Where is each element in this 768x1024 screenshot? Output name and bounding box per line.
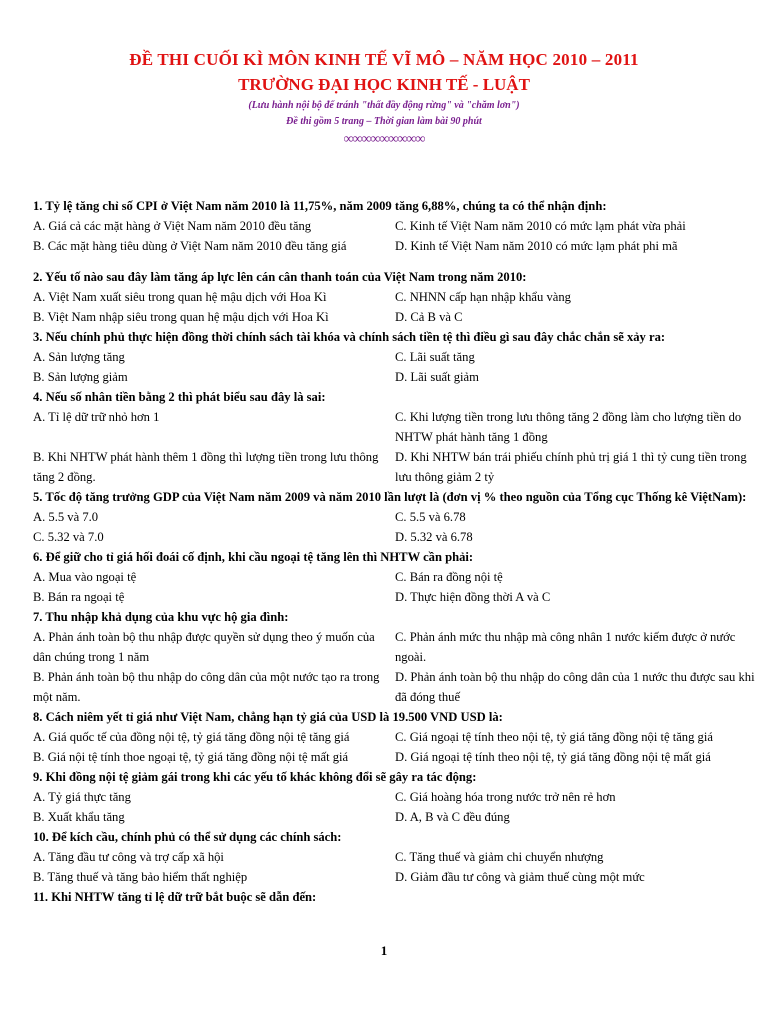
question-text: 7. Thu nhập khả dụng của khu vực hộ gia đình: xyxy=(33,610,289,624)
answer-row xyxy=(33,407,755,447)
question-text: 11. Khi NHTW tăng tỉ lệ dữ trữ bắt buộc sẽ dẫn đến: xyxy=(33,890,317,904)
answer-option: C. 5.5 và 6.78 xyxy=(395,510,466,524)
answer-option: A. Sản lượng tăng xyxy=(33,350,125,364)
answer-option: A. Giá cả các mặt hàng ở Việt Nam năm 2010 đều tăng xyxy=(33,219,312,233)
circulation-note: (Lưu hành nội bộ để tránh "thất đầy động rừng" và "chăm lơn") xyxy=(248,100,520,111)
question-text: 4. Nếu số nhân tiền bằng 2 thì phát biểu sau đây là sai: xyxy=(33,390,326,404)
answer-option: C. Giá ngoại tệ tính theo nội tệ, tỷ giá tăng đồng nội tệ tăng giá xyxy=(395,730,713,744)
answer-option: C. Phản ánh mức thu nhập mà công nhân 1 nước kiếm được ở nước ngoài. xyxy=(395,630,736,664)
answer-option: C. Kinh tế Việt Nam năm 2010 có mức lạm phát vừa phải xyxy=(395,219,686,233)
exam-info-note: Đề thi gồm 5 trang – Thời gian làm bài 90 phút xyxy=(286,116,482,127)
answer-row xyxy=(33,287,755,307)
question-text: 10. Để kích cầu, chính phủ có thể sử dụng các chính sách: xyxy=(33,830,342,844)
answer-option: A. Phản ánh toàn bộ thu nhập được quyền sử dụng theo ý muốn của dân chúng trong 1 năm xyxy=(33,630,375,664)
answer-option: A. Việt Nam xuất siêu trong quan hệ mậu dịch với Hoa Kì xyxy=(33,290,327,304)
ornament-divider: ∞∞∞∞∞∞∞∞∞ xyxy=(343,132,425,147)
answer-option: C. Khi lượng tiền trong lưu thông tăng 2 đồng làm cho lượng tiền do NHTW phát hành tăng 1 đồng xyxy=(395,410,742,444)
answer-row xyxy=(33,367,755,387)
answer-option: B. Xuất khẩu tăng xyxy=(33,810,125,824)
answer-option: C. 5.32 và 7.0 xyxy=(33,530,104,544)
answer-option: B. Phản ánh toàn bộ thu nhập do công dân của một nước tạo ra trong một năm. xyxy=(33,670,380,704)
answer-option: D. 5.32 và 6.78 xyxy=(395,530,473,544)
answer-option: B. Tăng thuế và tăng bảo hiểm thất nghiệp xyxy=(33,870,248,884)
answer-row xyxy=(33,507,755,527)
answer-option: B. Các mặt hàng tiêu dùng ở Việt Nam năm 2010 đều tăng giá xyxy=(33,239,347,253)
question-text: 8. Cách niêm yết tỉ giá như Việt Nam, chẳng hạn tỷ giá của USD là 19.500 VND USD là: xyxy=(33,710,503,724)
question-text: 2. Yếu tố nào sau đây làm tăng áp lực lên cán cân thanh toán của Việt Nam trong năm 2010: xyxy=(33,270,527,284)
answer-option: A. Tăng đầu tư công và trợ cấp xã hội xyxy=(33,850,224,864)
answer-option: C. Bán ra đồng nội tệ xyxy=(395,570,503,584)
answer-option: B. Sản lượng giảm xyxy=(33,370,128,384)
answer-row xyxy=(33,447,755,487)
answer-option: A. Mua vào ngoại tệ xyxy=(33,570,137,584)
answer-row xyxy=(33,567,755,587)
answer-option: A. 5.5 và 7.0 xyxy=(33,510,99,524)
answer-row xyxy=(33,847,755,867)
answer-option: A. Tỉ lệ dữ trữ nhỏ hơn 1 xyxy=(33,410,160,424)
answer-row xyxy=(33,747,755,767)
answer-row xyxy=(33,347,755,367)
question-list xyxy=(33,196,755,907)
answer-row xyxy=(33,236,755,256)
answer-option: C. Lãi suất tăng xyxy=(395,350,475,364)
question-text: 3. Nếu chính phủ thực hiện đồng thời chính sách tài khóa và chính sách tiền tệ thì điều gì sau đây chắc chắn sẽ xảy ra: xyxy=(33,330,666,344)
answer-option: B. Giá nội tệ tính thoe ngoại tệ, tỷ giá tăng đồng nội tệ mất giá xyxy=(33,750,349,764)
answer-option: D. Thực hiện đồng thời A và C xyxy=(395,590,551,604)
answer-row xyxy=(33,307,755,327)
question-text: 5. Tốc độ tăng trưởng GDP của Việt Nam năm 2009 và năm 2010 lần lượt là (đơn vị % theo nguồn của Tổng cục Thống kê ViệtNam): xyxy=(33,490,747,504)
question-text: 9. Khi đồng nội tệ giảm gái trong khi các yếu tố khác không đổi sẽ gây ra tác động: xyxy=(33,770,477,784)
answer-option: A. Giá quốc tế của đồng nội tệ, tỷ giá tăng đồng nội tệ tăng giá xyxy=(33,730,350,744)
answer-option: D. Lãi suất giảm xyxy=(395,370,479,384)
answer-option: D. Cả B và C xyxy=(395,310,463,324)
answer-row xyxy=(33,807,755,827)
question-text: 1. Tỷ lệ tăng chỉ số CPI ở Việt Nam năm 2010 là 11,75%, năm 2009 tăng 6,88%, chúng ta có thể nhận định: xyxy=(33,199,607,213)
answer-option: D. Giảm đầu tư công và giảm thuế cùng một mức xyxy=(395,870,645,884)
answer-row xyxy=(33,216,755,236)
answer-option: D. Kinh tế Việt Nam năm 2010 có mức lạm phát phi mã xyxy=(395,239,678,253)
answer-option: D. Khi NHTW bán trái phiếu chính phủ trị giá 1 thì tỷ cung tiền trong lưu thông giảm 2 tỷ xyxy=(395,450,747,484)
answer-option: C. NHNN cấp hạn nhập khẩu vàng xyxy=(395,290,571,304)
answer-option: D. Giá ngoại tệ tính theo nội tệ, tỷ giá tăng đồng nội tệ mất giá xyxy=(395,750,711,764)
answer-row xyxy=(33,727,755,747)
answer-row xyxy=(33,787,755,807)
answer-option: A. Tỷ giá thực tăng xyxy=(33,790,131,804)
answer-option: B. Khi NHTW phát hành thêm 1 đồng thì lượng tiền trong lưu thông tăng 2 đồng. xyxy=(33,450,379,484)
page-number: 1 xyxy=(380,943,388,958)
answer-option: C. Tăng thuế và giảm chi chuyển nhượng xyxy=(395,850,604,864)
answer-option: D. Phản ánh toàn bộ thu nhập do công dân của 1 nước thu được sau khi đã đóng thuế xyxy=(395,670,755,704)
answer-row xyxy=(33,867,755,887)
answer-row xyxy=(33,667,755,707)
question-text: 6. Để giữ cho tỉ giá hối đoái cố định, khi cầu ngoại tệ tăng lên thì NHTW cần phải: xyxy=(33,550,474,564)
answer-row xyxy=(33,527,755,547)
answer-option: B. Bán ra ngoại tệ xyxy=(33,590,125,604)
exam-title: ĐỀ THI CUỐI KÌ MÔN KINH TẾ VĨ MÔ – NĂM HỌC 2010 – 2011 xyxy=(129,50,639,69)
answer-option: C. Giá hoàng hóa trong nước trở nên rẻ hơn xyxy=(395,790,616,804)
university-name: TRƯỜNG ĐẠI HỌC KINH TẾ - LUẬT xyxy=(238,75,530,94)
answer-row xyxy=(33,587,755,607)
answer-option: D. A, B và C đều đúng xyxy=(395,810,510,824)
answer-row xyxy=(33,627,755,667)
answer-option: B. Việt Nam nhập siêu trong quan hệ mậu dịch với Hoa Kì xyxy=(33,310,329,324)
